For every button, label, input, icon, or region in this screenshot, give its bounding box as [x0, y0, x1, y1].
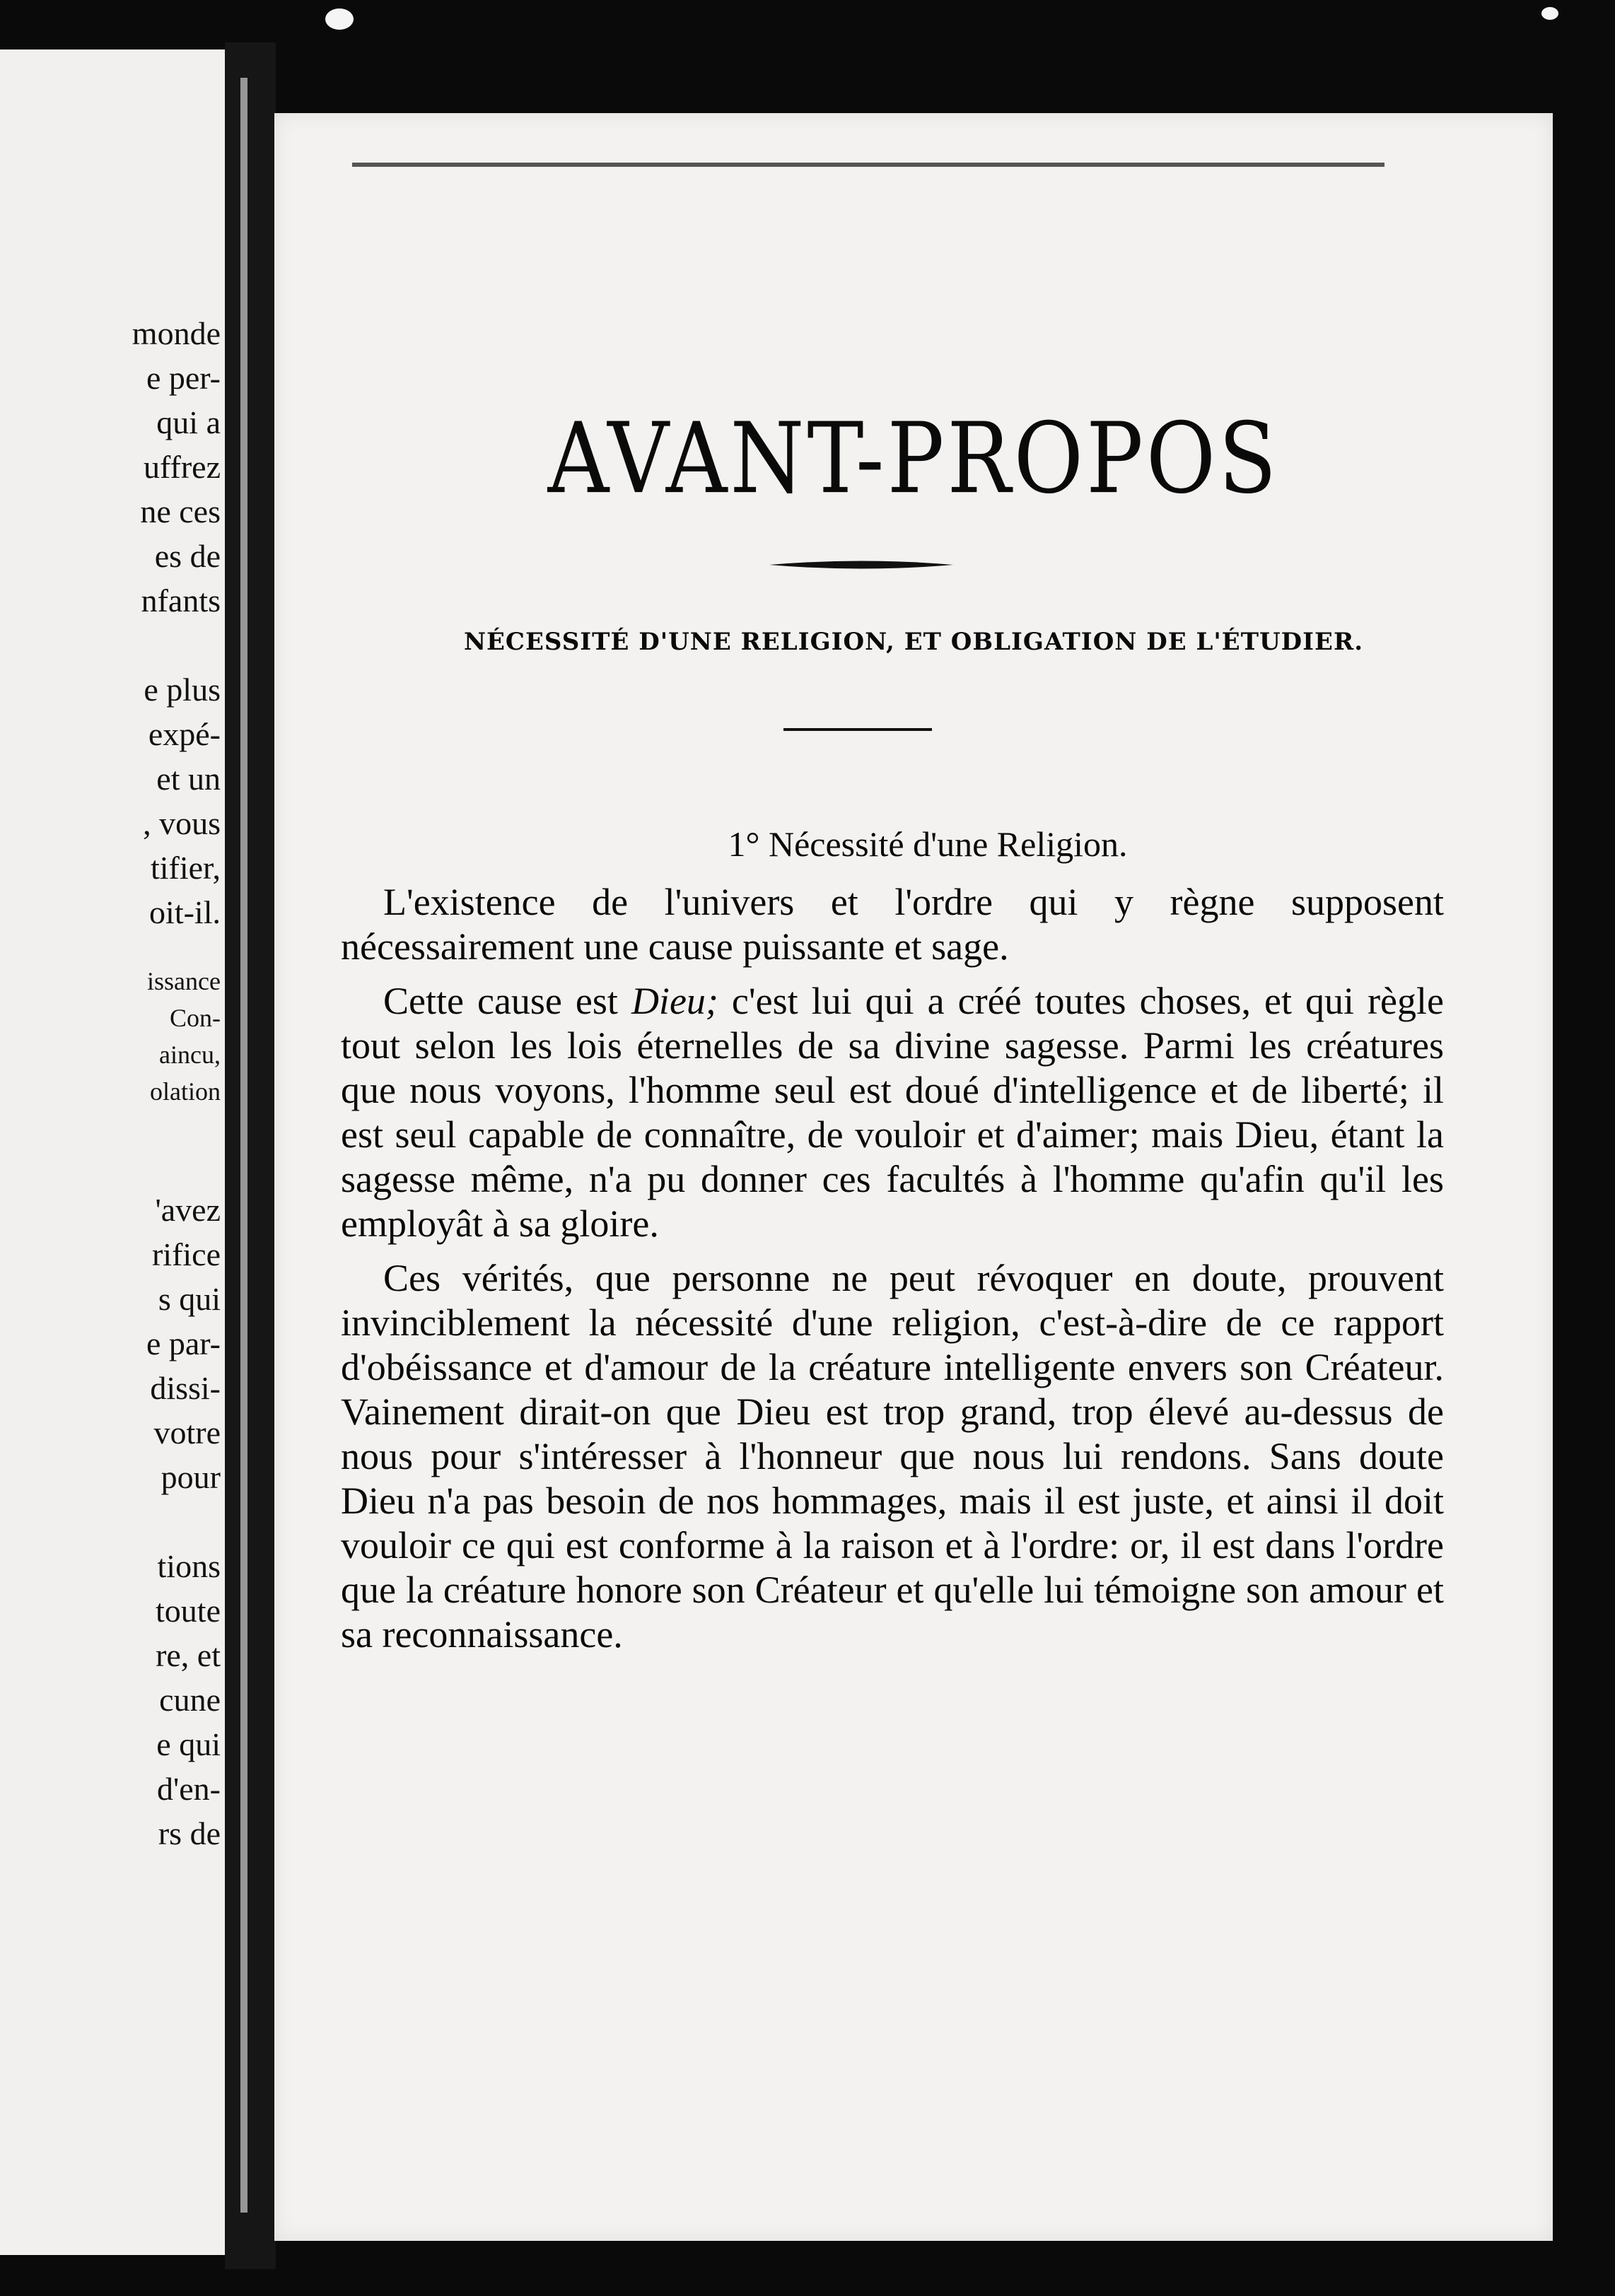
paragraph: Ces vérités, que personne ne peut révoquer en doute, prouvent invinciblement la nécessité d'une religion, c'est-à-dire de ce rapport d'obéissance et d'amour de la créature intelligente envers son Créateur. Vainement dirait-on que Dieu est trop grand, trop élevé au-dessus de nous pour s'intéresser à l'honneur que nous lui rendons. Sans doute Dieu n'a pas besoin de nos hommages, mais il est juste, et ainsi il doit vouloir ce qui est conforme à la raison et à l'ordre: or, il est dans l'ordre que la créature honore son Créateur et qu'elle lui témoigne son amour et sa reconnaissance.: [341, 1257, 1444, 1656]
body-text: [341, 880, 1444, 1667]
fragment-line: votre: [153, 1414, 221, 1451]
fragment-line: olation: [150, 1077, 221, 1106]
binding-thread: [240, 78, 247, 2213]
fragment-line: e qui: [156, 1726, 221, 1762]
fragment-line: monde: [132, 315, 221, 351]
fragment-line: Con-: [170, 1004, 221, 1032]
fragment-line: e plus: [144, 672, 221, 708]
fragment-line: expé-: [148, 716, 221, 752]
fragment-line: , vous: [143, 805, 221, 841]
fragment-line: dissi-: [150, 1370, 221, 1406]
fragment-line: ne ces: [140, 493, 221, 529]
fragment-line: tifier,: [150, 850, 221, 886]
fragment-line: toute: [156, 1593, 221, 1629]
page-subtitle: NÉCESSITÉ D'UNE RELIGION, ET OBLIGATION DE L'ÉTUDIER.: [463, 628, 1364, 656]
fragment-line: uffrez: [144, 449, 221, 485]
fragment-line: 'avez: [155, 1192, 221, 1228]
fragment-line: oit-il.: [149, 894, 221, 930]
fragment-line: [132, 1499, 221, 1544]
header-rule: [352, 163, 1384, 167]
scan-speck: [1541, 7, 1558, 20]
scan-speck: [325, 8, 354, 30]
book-page: [274, 113, 1553, 2241]
emphasis: Dieu;: [631, 980, 718, 1022]
fragment-line: nfants: [141, 582, 221, 619]
section-heading: 1° Nécessité d'une Religion.: [728, 824, 1128, 864]
fragment-line: rifice: [151, 1236, 221, 1272]
fragment-line: cune: [159, 1682, 221, 1718]
fragment-line: e per-: [146, 360, 221, 396]
facing-page-fragment: [0, 49, 225, 2255]
facing-page-text: [132, 311, 221, 1856]
paragraph-text: Cette cause est: [383, 980, 631, 1022]
book-gutter: [225, 42, 276, 2269]
fragment-line: s qui: [158, 1281, 221, 1317]
fragment-line: aincu,: [159, 1041, 221, 1069]
page-title: AVANT-PROPOS: [547, 402, 1280, 516]
fragment-line: tions: [157, 1548, 221, 1584]
fragment-line: qui a: [156, 404, 221, 440]
fragment-line: rs de: [158, 1815, 221, 1851]
fragment-line: et un: [156, 761, 221, 797]
fragment-line: e par-: [146, 1325, 221, 1361]
paragraph-text: c'est lui qui a créé toutes choses, et qui règle tout selon les lois éternelles de sa divine sagesse. Parmi les créatures que nous voyons, l'homme seul est doué d'intelligence et de liberté; il est seul capable de connaître, de vouloir et d'aimer; mais Dieu, étant la sagesse même, n'a pu donner ces facultés à l'homme qu'afin qu'il les employât à sa gloire.: [341, 980, 1444, 1245]
fragment-line: [132, 623, 221, 667]
title-ornament: [769, 558, 953, 571]
fragment-line: pour: [161, 1459, 221, 1495]
fragment-line: d'en-: [156, 1771, 221, 1807]
section-rule: [783, 728, 932, 731]
paragraph: [341, 979, 1444, 1246]
paragraph: L'existence de l'univers et l'ordre qui y règne supposent nécessairement une cause puissante et sage.: [341, 881, 1444, 968]
fragment-line: issance: [147, 967, 221, 995]
fragment-line: es de: [154, 538, 221, 574]
fragment-line: re, et: [156, 1637, 221, 1673]
